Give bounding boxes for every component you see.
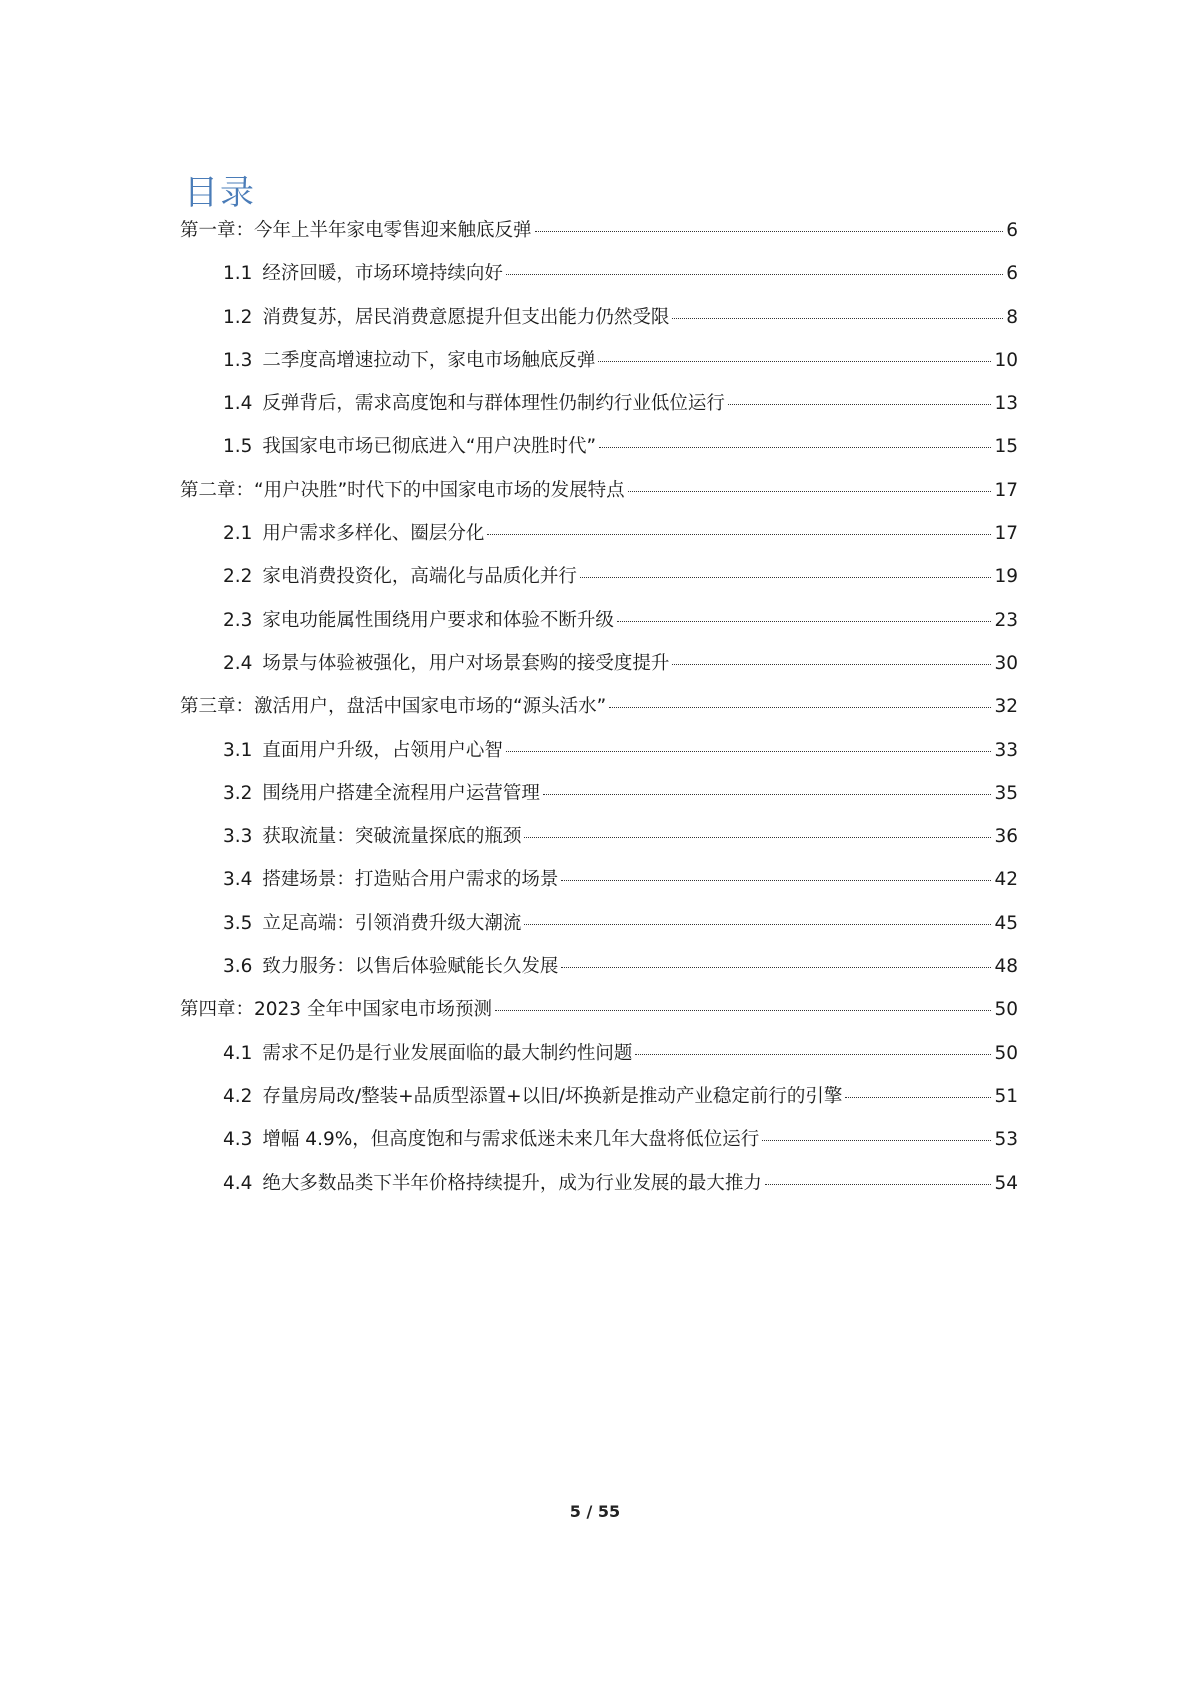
toc-dot-leader bbox=[672, 318, 1003, 319]
toc-entry-page: 17 bbox=[994, 479, 1018, 501]
toc-entry-title: 消费复苏，居民消费意愿提升但支出能力仍然受限 bbox=[262, 306, 670, 328]
toc-dot-leader bbox=[543, 794, 992, 795]
toc-entry-page: 36 bbox=[994, 826, 1018, 848]
toc-dot-leader bbox=[845, 1097, 991, 1098]
page-number: 5 / 55 bbox=[569, 1502, 621, 1521]
toc-section-entry[interactable] bbox=[180, 306, 1018, 349]
toc-dot-leader bbox=[628, 491, 992, 492]
toc-entry-number: 4.1 bbox=[223, 1042, 253, 1064]
toc-entry-title: 增幅 4.9%，但高度饱和与需求低迷未来几年大盘将低位运行 bbox=[262, 1129, 760, 1151]
toc-entry-page: 17 bbox=[994, 523, 1018, 545]
toc-dot-leader bbox=[765, 1184, 992, 1185]
toc-entry-title: 经济回暖，市场环境持续向好 bbox=[262, 263, 503, 285]
toc-entry-title: 家电功能属性围绕用户要求和体验不断升级 bbox=[262, 609, 614, 631]
toc-entry-number: 3.3 bbox=[223, 826, 253, 848]
toc-section-entry[interactable] bbox=[180, 1128, 1018, 1171]
toc-dot-leader bbox=[506, 751, 992, 752]
toc-section-entry[interactable] bbox=[180, 782, 1018, 825]
toc-entry-number: 2.3 bbox=[223, 609, 253, 631]
toc-entry-title: 用户需求多样化、圈层分化 bbox=[262, 523, 485, 545]
toc-entry-number: 1.3 bbox=[223, 349, 253, 371]
toc-entry-page: 45 bbox=[994, 912, 1018, 934]
toc-section-entry[interactable] bbox=[180, 1085, 1018, 1128]
toc-section-entry[interactable] bbox=[180, 522, 1018, 565]
toc-entry-number: 1.2 bbox=[223, 306, 253, 328]
toc-entry-number: 4.2 bbox=[223, 1085, 253, 1107]
toc-list bbox=[180, 219, 1018, 1215]
toc-entry-page: 48 bbox=[994, 956, 1018, 978]
toc-dot-leader bbox=[580, 577, 992, 578]
toc-section-entry[interactable] bbox=[180, 1172, 1018, 1215]
toc-entry-page: 19 bbox=[994, 566, 1018, 588]
toc-entry-page: 50 bbox=[994, 1042, 1018, 1064]
toc-entry-number: 3.2 bbox=[223, 782, 253, 804]
toc-entry-number: 3.6 bbox=[223, 956, 253, 978]
toc-section-entry[interactable] bbox=[180, 652, 1018, 695]
toc-entry-title: 第四章：2023 全年中国家电市场预测 bbox=[180, 999, 492, 1021]
toc-entry-number: 1.5 bbox=[223, 436, 253, 458]
toc-section-entry[interactable] bbox=[180, 868, 1018, 911]
toc-entry-number: 2.4 bbox=[223, 652, 253, 674]
toc-entry-title: 二季度高增速拉动下，家电市场触底反弹 bbox=[262, 349, 596, 371]
toc-entry-title: 立足高端：引领消费升级大潮流 bbox=[262, 912, 522, 934]
toc-section-entry[interactable] bbox=[180, 739, 1018, 782]
toc-entry-title: 存量房局改/整装+品质型添置+以旧/坏换新是推动产业稳定前行的引擎 bbox=[262, 1085, 843, 1107]
toc-entry-number: 3.4 bbox=[223, 869, 253, 891]
toc-entry-title: 致力服务：以售后体验赋能长久发展 bbox=[262, 956, 559, 978]
toc-entry-title: 直面用户升级，占领用户心智 bbox=[262, 739, 503, 761]
toc-entry-title: 我国家电市场已彻底进入“用户决胜时代” bbox=[262, 436, 597, 458]
toc-entry-title: 家电消费投资化，高端化与品质化并行 bbox=[262, 566, 577, 588]
toc-entry-number: 1.4 bbox=[223, 393, 253, 415]
toc-entry-title: 第三章：激活用户，盘活中国家电市场的“源头活水” bbox=[180, 696, 607, 718]
toc-chapter-entry[interactable] bbox=[180, 695, 1018, 738]
toc-dot-leader bbox=[535, 231, 1004, 232]
toc-entry-page: 54 bbox=[994, 1172, 1018, 1194]
toc-entry-page: 53 bbox=[994, 1129, 1018, 1151]
toc-entry-page: 8 bbox=[1006, 306, 1018, 328]
toc-section-entry[interactable] bbox=[180, 609, 1018, 652]
toc-entry-title: 搭建场景：打造贴合用户需求的场景 bbox=[262, 869, 559, 891]
toc-entry-title: 绝大多数品类下半年价格持续提升，成为行业发展的最大推力 bbox=[262, 1172, 762, 1194]
toc-dot-leader bbox=[762, 1140, 991, 1141]
toc-entry-number: 4.4 bbox=[223, 1172, 253, 1194]
toc-entry-number: 2.2 bbox=[223, 566, 253, 588]
toc-section-entry[interactable] bbox=[180, 262, 1018, 305]
toc-entry-title: 需求不足仍是行业发展面临的最大制约性问题 bbox=[262, 1042, 633, 1064]
toc-chapter-entry[interactable] bbox=[180, 219, 1018, 262]
toc-dot-leader bbox=[598, 361, 991, 362]
toc-entry-number: 4.3 bbox=[223, 1129, 253, 1151]
toc-entry-number: 3.1 bbox=[223, 739, 253, 761]
toc-entry-title: 围绕用户搭建全流程用户运营管理 bbox=[262, 782, 540, 804]
toc-entry-page: 35 bbox=[994, 782, 1018, 804]
toc-entry-title: 第二章：“用户决胜”时代下的中国家电市场的发展特点 bbox=[180, 479, 625, 501]
toc-section-entry[interactable] bbox=[180, 912, 1018, 955]
toc-entry-page: 6 bbox=[1006, 263, 1018, 285]
toc-entry-number: 3.5 bbox=[223, 912, 253, 934]
toc-section-entry[interactable] bbox=[180, 825, 1018, 868]
toc-dot-leader bbox=[617, 621, 992, 622]
toc-entry-page: 51 bbox=[994, 1085, 1018, 1107]
toc-entry-page: 23 bbox=[994, 609, 1018, 631]
toc-chapter-entry[interactable] bbox=[180, 998, 1018, 1041]
toc-dot-leader bbox=[495, 1010, 991, 1011]
toc-dot-leader bbox=[561, 967, 991, 968]
toc-entry-title: 获取流量：突破流量探底的瓶颈 bbox=[262, 826, 522, 848]
toc-dot-leader bbox=[672, 664, 991, 665]
toc-dot-leader bbox=[561, 880, 991, 881]
toc-entry-number: 2.1 bbox=[223, 523, 253, 545]
toc-dot-leader bbox=[524, 837, 991, 838]
toc-entry-page: 10 bbox=[994, 349, 1018, 371]
toc-entry-page: 50 bbox=[994, 999, 1018, 1021]
toc-entry-page: 15 bbox=[994, 436, 1018, 458]
toc-dot-leader bbox=[506, 274, 1003, 275]
toc-dot-leader bbox=[599, 447, 991, 448]
toc-section-entry[interactable] bbox=[180, 565, 1018, 608]
toc-dot-leader bbox=[524, 924, 991, 925]
toc-entry-page: 42 bbox=[994, 869, 1018, 891]
toc-section-entry[interactable] bbox=[180, 1042, 1018, 1085]
toc-entry-page: 30 bbox=[994, 652, 1018, 674]
toc-entry-title: 第一章：今年上半年家电零售迎来触底反弹 bbox=[180, 220, 532, 241]
toc-entry-page: 33 bbox=[994, 739, 1018, 761]
toc-entry-number: 1.1 bbox=[223, 263, 253, 285]
toc-entry-title: 反弹背后，需求高度饱和与群体理性仍制约行业低位运行 bbox=[262, 393, 725, 415]
toc-section-entry[interactable] bbox=[180, 392, 1018, 435]
toc-chapter-entry[interactable] bbox=[180, 479, 1018, 522]
toc-dot-leader bbox=[635, 1054, 991, 1055]
toc-entry-page: 32 bbox=[994, 696, 1018, 718]
toc-section-entry[interactable] bbox=[180, 435, 1018, 478]
toc-section-entry[interactable] bbox=[180, 955, 1018, 998]
toc-dot-leader bbox=[487, 534, 991, 535]
toc-dot-leader bbox=[609, 707, 991, 708]
toc-dot-leader bbox=[728, 404, 992, 405]
toc-title: 目录 bbox=[184, 172, 256, 213]
toc-section-entry[interactable] bbox=[180, 349, 1018, 392]
toc-entry-page: 6 bbox=[1006, 220, 1018, 241]
toc-entry-title: 场景与体验被强化，用户对场景套购的接受度提升 bbox=[262, 652, 670, 674]
toc-entry-page: 13 bbox=[994, 393, 1018, 415]
